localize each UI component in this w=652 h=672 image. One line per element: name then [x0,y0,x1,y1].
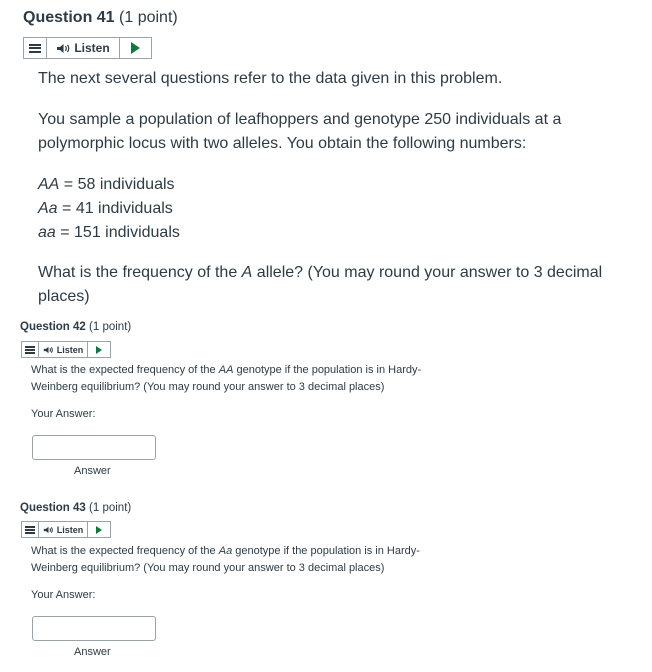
genotype-symbol: Aa [38,200,58,217]
play-icon [96,526,102,534]
answer-field-label: Answer [74,465,111,477]
speaker-icon [56,43,71,54]
listen-label: Listen [56,524,84,535]
listen-button[interactable] [47,38,120,58]
listen-button[interactable] [39,342,88,357]
genotype-symbol: AA [38,176,60,193]
listen-label: Listen [74,41,110,55]
question-43-title: Question 43 [20,502,86,514]
menu-icon [25,346,35,354]
listen-menu-button[interactable] [22,342,39,357]
question-41-prompt-line2: places) [38,288,90,305]
answer-field-label: Answer [74,646,111,658]
listen-button[interactable] [39,522,88,537]
question-41-title: Question 41 [23,9,115,26]
listen-label: Listen [56,344,84,355]
question-text: genotype if the population is in Hardy- [232,545,420,557]
your-answer-label: Your Answer: [31,589,96,601]
your-answer-label: Your Answer: [31,408,96,420]
answer-input[interactable] [32,616,156,641]
genotype-symbol: AA [218,364,234,376]
question-41-points: (1 point) [119,9,178,26]
question-43-points: (1 point) [89,502,132,514]
speaker-icon [43,346,54,354]
question-41-paragraph-line2: polymorphic locus with two alleles. You obtain the following numbers: [38,135,527,152]
question-text: genotype if the population is in Hardy- [233,364,422,376]
genotype-symbol: aa [38,224,56,241]
question-41-prompt-line1 [38,264,602,282]
question-42-text-line2: Weinberg equilibrium? (You may round your answer to 3 decimal places) [31,381,385,393]
question-43-text-line1 [31,545,420,557]
question-41-heading [23,9,178,27]
menu-icon [29,44,41,53]
question-text: What is the expected frequency of the [31,364,219,376]
genotype-count-row [38,176,175,194]
question-42-points: (1 point) [89,321,132,333]
genotype-count-row [38,224,180,242]
genotype-count: = 151 individuals [55,224,180,241]
prompt-text: What is the frequency of the [38,264,242,281]
question-41-paragraph-line1: You sample a population of leafhoppers and genotype 250 individuals at a [38,111,562,128]
genotype-count-row [38,200,173,218]
listen-menu-button[interactable] [22,522,39,537]
question-42-heading [20,321,131,333]
genotype-symbol: Aa [218,545,233,557]
play-icon [96,346,102,354]
genotype-count: = 41 individuals [57,200,173,217]
question-41-intro: The next several questions refer to the data given in this problem. [38,70,503,87]
speaker-icon [43,526,54,534]
listen-menu-button[interactable] [24,38,47,58]
listen-widget-q43 [21,521,111,538]
question-text: What is the expected frequency of the [31,545,219,557]
listen-widget-q42 [21,341,111,358]
genotype-count: = 58 individuals [59,176,175,193]
question-43-text-line2: Weinberg equilibrium? (You may round your answer to 3 decimal places) [31,562,385,574]
question-42-text-line1 [31,364,421,376]
allele-symbol: A [241,264,253,281]
prompt-text: allele? (You may round your answer to 3 decimal [252,264,603,281]
play-button[interactable] [88,342,110,357]
play-button[interactable] [88,522,110,537]
play-icon [131,42,140,54]
question-42-title: Question 42 [20,321,86,333]
answer-input[interactable] [32,435,156,460]
question-43-heading [20,502,131,514]
play-button[interactable] [120,38,151,58]
menu-icon [25,526,35,534]
listen-widget-q41 [23,37,152,59]
